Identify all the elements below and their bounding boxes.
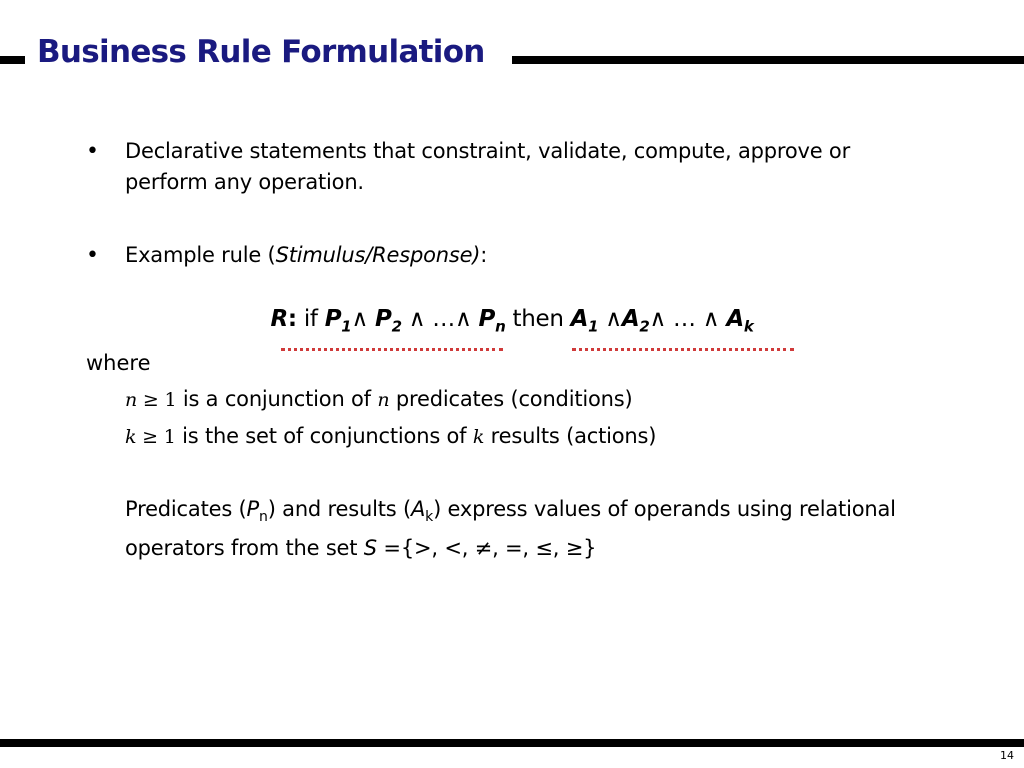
title-rule-right <box>512 56 1024 64</box>
bullet-text-example: Example rule (Stimulus/Response): <box>125 243 488 267</box>
title-rule-left <box>0 56 25 64</box>
bullet-marker: • <box>86 243 99 268</box>
where-label: where <box>86 351 151 375</box>
conditions-underline <box>281 348 503 351</box>
condition-n: n ≥ 1 is a conjunction of n predicates (conditions) <box>125 387 633 411</box>
rule-formula: R: if $P_1\wedge$ $P_2$ ∧ …∧ $P_n$ then $A_1$ $\wedge A_2\wedge$ … ∧ $A_k$ <box>270 306 754 336</box>
page-number: 14 <box>1000 749 1014 762</box>
condition-k: k ≥ 1 is the set of conjunctions of k results (actions) <box>125 424 657 448</box>
bullet-marker: • <box>86 139 99 164</box>
footer-rule <box>0 739 1024 747</box>
predicates-paragraph: Predicates $(P_n)$ and results $(A_k)$ express values of operands using relational operators from the set S ={>, <, ≠, =, ≤, ≥} <box>125 497 896 561</box>
bullet-text-declarative: Declarative statements that constraint, validate, compute, approve or perform any operation. <box>125 139 851 194</box>
actions-underline <box>572 348 794 351</box>
slide-title: Business Rule Formulation <box>37 34 485 70</box>
